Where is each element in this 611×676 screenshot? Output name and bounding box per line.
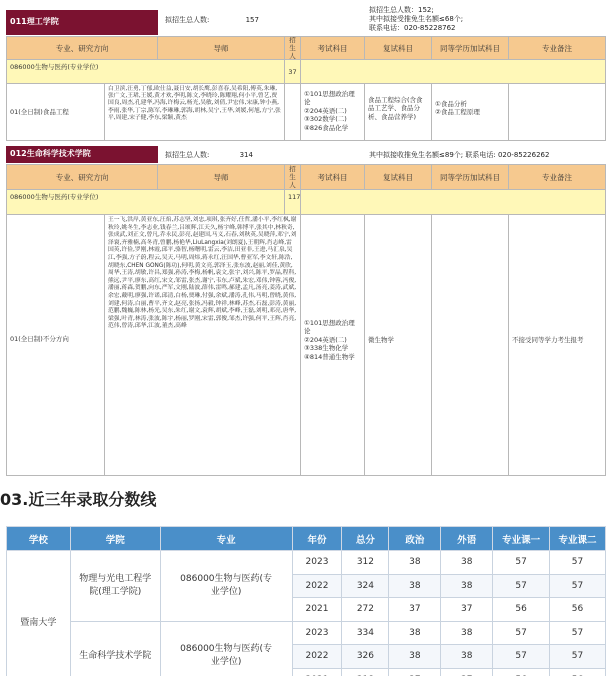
english-cell: 38 bbox=[441, 551, 493, 575]
english-cell: 38 bbox=[441, 574, 493, 598]
total-cell bbox=[342, 668, 389, 676]
college2-note: 不接受同等学力考生报考 bbox=[508, 214, 606, 476]
col-extra-header: 同等学历加试科目 bbox=[431, 36, 509, 60]
col2-major-header: 专业、研究方向 bbox=[6, 164, 158, 190]
section-title: 03.近三年录取分数线 bbox=[0, 490, 157, 509]
college1-major-count: 37 bbox=[284, 59, 301, 84]
sub2-cell: 57 bbox=[550, 621, 606, 645]
col2-retest-header: 复试科目 bbox=[364, 164, 432, 190]
school-cell: 暨南大学 bbox=[7, 551, 71, 676]
year-cell bbox=[292, 668, 342, 676]
politics-cell: 38 bbox=[389, 574, 441, 598]
total-cell: 334 bbox=[342, 621, 389, 645]
th-english: 外语 bbox=[441, 527, 493, 551]
sub2-cell: 56 bbox=[550, 598, 606, 622]
th-total: 总分 bbox=[342, 527, 389, 551]
english-cell: 38 bbox=[441, 645, 493, 669]
sub1-cell: 57 bbox=[493, 551, 550, 575]
year-cell: 2022 bbox=[292, 574, 342, 598]
col2-exam-header: 考试科目 bbox=[300, 164, 365, 190]
sub2-cell: 57 bbox=[550, 551, 606, 575]
politics-cell: 38 bbox=[389, 551, 441, 575]
college2-tutors: 王一飞,洪岸,黄亚东,汪焰,苏志坚,刘忠,项琪,张齐好,任哲,潘小平,李红枫,谢秋玲,姚冬生,李志业,钱春兰,吕颂辉,江天久,杨宇峰,韩博平,张其中,林秋奇,张成武,刘正文,曾凡,乔永民,彭亮,赵建国,马义,石春,刘秋英,吴晓萍,邓宁,刘泽寰,齐雅楠,高冬青,曾鹏,杨艳华,LiuLangxia(刘朗夏),王朝辉,肖志峰,雷国英,许俭,罗刚,林霞,邱平,骆智,杨曙明,雷云,李洁,田亚非,王进,马汇泉,吴江,李强,方子蔚,程云,吴天,马明,周炜,蒋永红,汪国华,曹亚军,李文轩,陈浩,胡晓东,CHEN GONG(陈功),何明,黄文亮,郭泽玉,张东波,赵丽,刘佳,黄欣,周华,王涛,胡敏,许昌,郑强,孙涛,李梅,杨帆,袁文,张宇,刘兴,陈平,罗晶,程科,熊远,尹平,廖东,高红,宋文,邹雷,张杰,谢宁,韦东,卢斌,朱宏,邓伟,钟蓉,冯俊,潘丽,蒋森,贺鹏,向东,严军,文刚,陆波,薛伟,雷鸣,郝建,孟凡,汤亮,姜涛,武斌,余宏,戴明,廖强,许诺,邱清,白杨,贾琳,付强,余斌,潘涛,孔伟,马明,曾晓,黄伟,刘建,何涛,白丽,曹平,齐文,赵亮,张扬,冯毅,钟祥,林峰,苏杰,石磊,彭涛,黄丽,范鹏,魏巍,陈林,杨光,吴东,朱红,谢文,袁辉,胡斌,李峰,王磊,刘明,邓亮,唐华,梁强,叶青,林涛,张波,陈宇,杨丽,罗刚,宋雷,郭俊,邹杰,许强,何平,王辉,肖亮,范伟,曾涛,邱华,江波,董杰,高峰 bbox=[104, 214, 301, 476]
sub2-cell bbox=[550, 668, 606, 676]
col2-extra-header: 同等学历加试科目 bbox=[431, 164, 509, 190]
col-note-header: 专业备注 bbox=[508, 36, 606, 60]
college1-info: 拟招生总人数：152; 其中拟接受推免生名额≤68个; 联系电话：020-85228762 bbox=[369, 6, 464, 32]
th-major: 专业 bbox=[160, 527, 292, 551]
english-cell bbox=[441, 668, 493, 676]
college1-extra: ①食品分析 ②食品工程原理 bbox=[431, 83, 509, 141]
th-year: 年份 bbox=[292, 527, 342, 551]
table-row bbox=[7, 621, 606, 645]
col2-count-header: 招生人 bbox=[284, 164, 301, 190]
college2-major-fill bbox=[300, 189, 606, 215]
sub1-cell: 57 bbox=[493, 645, 550, 669]
college1-name: 011理工学院 bbox=[10, 17, 59, 26]
year-cell: 2023 bbox=[292, 551, 342, 575]
college1-note bbox=[508, 83, 606, 141]
college2-retest: 微生物学 bbox=[364, 214, 432, 476]
col-retest-header: 复试科目 bbox=[364, 36, 432, 60]
total-cell: 272 bbox=[342, 598, 389, 622]
college-cell: 生命科学技术学院 bbox=[70, 621, 160, 676]
th-sub2: 专业课二 bbox=[550, 527, 606, 551]
college1-title bbox=[6, 10, 158, 35]
college1-major: 086000生物与医药(专业学位) bbox=[6, 59, 285, 84]
table-row bbox=[7, 551, 606, 575]
th-sub1: 专业课一 bbox=[493, 527, 550, 551]
major-cell: 086000生物与医药(专业学位) bbox=[160, 551, 292, 622]
sub1-cell: 57 bbox=[493, 621, 550, 645]
college2-major-count: 117 bbox=[284, 189, 301, 215]
english-cell: 37 bbox=[441, 598, 493, 622]
college2-total: 拟招生总人数: 314 bbox=[165, 151, 253, 159]
year-cell: 2023 bbox=[292, 621, 342, 645]
col2-note-header: 专业备注 bbox=[508, 164, 606, 190]
college2-exam: ①101思想政治理论 ②204英语(二) ③338生物化学 ④814普通生物学 bbox=[300, 214, 365, 476]
col-tutor-header: 导师 bbox=[157, 36, 285, 60]
english-cell: 38 bbox=[441, 621, 493, 645]
col-count-header: 招生人 bbox=[284, 36, 301, 60]
college-cell: 物理与光电工程学院(理工学院) bbox=[70, 551, 160, 622]
col2-tutor-header: 导师 bbox=[157, 164, 285, 190]
college2-extra bbox=[431, 214, 509, 476]
college2-major: 086000生物与医药(专业学位) bbox=[6, 189, 285, 215]
college2-title bbox=[6, 146, 158, 163]
college1-major-fill bbox=[300, 59, 606, 84]
total-cell: 312 bbox=[342, 551, 389, 575]
politics-cell: 38 bbox=[389, 645, 441, 669]
sub1-cell: 57 bbox=[493, 574, 550, 598]
th-politics: 政治 bbox=[389, 527, 441, 551]
politics-cell: 37 bbox=[389, 598, 441, 622]
th-school: 学校 bbox=[7, 527, 71, 551]
politics-cell bbox=[389, 668, 441, 676]
sub2-cell: 57 bbox=[550, 574, 606, 598]
total-cell: 324 bbox=[342, 574, 389, 598]
total-cell: 326 bbox=[342, 645, 389, 669]
college1-retest: 食品工程综合(含食品工艺学、食品分析、食品营养学) bbox=[364, 83, 432, 141]
college1-exam: ①101思想政治理论 ②204英语(二) ③302数学(二) ④826食品化学 bbox=[300, 83, 365, 141]
score-header-row bbox=[7, 527, 606, 551]
college1-total: 拟招生总人数: 157 bbox=[165, 16, 259, 24]
score-table bbox=[6, 526, 606, 676]
college1-count-empty bbox=[284, 83, 301, 141]
col-major-header: 专业、研究方向 bbox=[6, 36, 158, 60]
col-exam-header: 考试科目 bbox=[300, 36, 365, 60]
college2-direction: 01(全日制)不分方向 bbox=[6, 214, 105, 476]
th-college: 学院 bbox=[70, 527, 160, 551]
politics-cell: 38 bbox=[389, 621, 441, 645]
college1-direction: 01(全日制)食品工程 bbox=[6, 83, 105, 141]
sub1-cell: 56 bbox=[493, 598, 550, 622]
sub2-cell: 57 bbox=[550, 645, 606, 669]
college1-tutors: 白卫滨,汪勇,丁郁,欧仕益,聂日安,胡长鹰,彭喜春,吴希阳,傅英,朱琳,张广文,王珺,王媛,黄才欢,李明,陈文,李晓玲,陈耀翔,何小平,曾艺,贾国良,周杰,孔建华,冯海,许梅云,杨光,吴敏,刘倩,尹宏伟,宋康,钟小燕,李雨,张华,丁宗,陈军,李琳琳,郭海,胡林,吴宁,王华,刘媛,何旭,方宁,张平,周建,宋子健,李东,梁颖,黄杰 bbox=[104, 83, 285, 141]
major-cell: 086000生物与医药(专业学位) bbox=[160, 621, 292, 676]
year-cell: 2022 bbox=[292, 645, 342, 669]
year-cell: 2021 bbox=[292, 598, 342, 622]
sub1-cell bbox=[493, 668, 550, 676]
college2-name: 012生命科学技术学院 bbox=[10, 149, 91, 158]
college2-info: 其中拟接收推免生名额≤89个; 联系电话: 020-85226262 bbox=[369, 151, 550, 159]
